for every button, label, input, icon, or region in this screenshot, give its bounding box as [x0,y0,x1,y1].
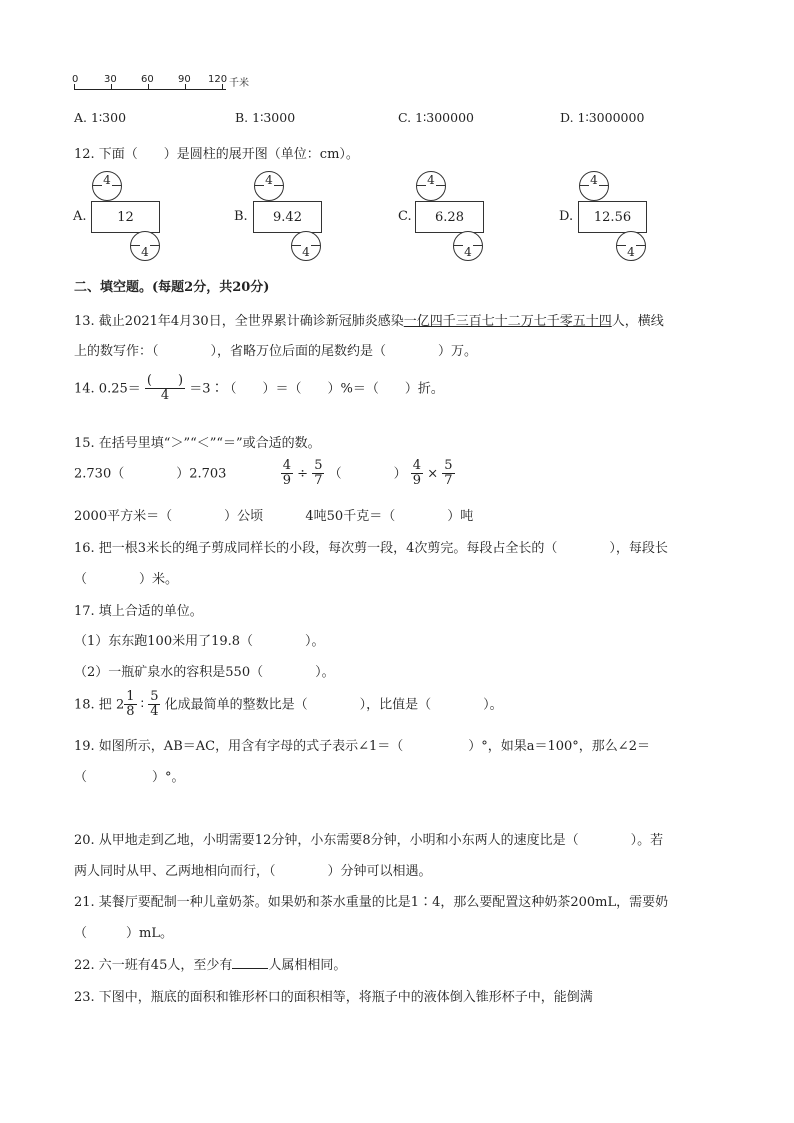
scale-label: 120 [208,74,228,85]
question-17-2: （2）一瓶矿泉水的容积是550（ ）。 [74,665,335,680]
question-17-1: （1）东东跑100米用了19.8（ ）。 [74,634,325,649]
question-20-line2: 两人同时从甲、乙两地相向而行，（ ）分钟可以相遇。 [74,864,432,879]
fraction: $\frac{5}{7}$ [444,458,453,489]
scale-unit: 千米 [229,78,249,89]
question-21-line2: （ ）mL。 [74,926,173,941]
question-17: 17. 填上合适的单位。 [74,604,203,619]
net-bottom-circle: 4 [291,231,321,261]
net-bottom-circle: 4 [453,231,483,261]
option-c-label: C. [398,209,412,224]
choice-b: B. 1∶3000 [235,110,296,125]
fraction: $\frac{1}{8}$ [126,689,135,720]
net-rectangle: 9.42 [253,201,322,233]
net-top-circle: 4 [254,171,284,201]
question-15: 15. 在括号里填“＞”“＜”“＝”或合适的数。 [74,436,321,451]
question-13: 13. 截止2021年4月30日，全世界累计确诊新冠肺炎感染一亿四千三百七十二万七千零五十四人，横线 [74,314,664,329]
net-top-circle: 4 [416,171,446,201]
choice-d: D. 1∶3000000 [560,110,645,125]
option-b-label: B. [234,209,248,224]
net-top-circle: 4 [92,171,122,201]
fraction: $\frac{5}{7}$ [314,458,323,489]
option-d-label: D. [559,209,574,224]
net-bottom-circle: 4 [616,231,646,261]
question-14: 14. 0.25＝ $\frac{( )}{4}$ ＝3∶（ ）＝（ ）%＝（ ）折。 [74,373,444,404]
underlined-number: 一亿四千三百七十二万七千零五十四 [403,314,612,329]
scale-label: 0 [72,74,79,85]
answer-blank[interactable] [232,968,268,969]
net-rectangle: 6.28 [415,201,484,233]
question-15-row1: 2.730（ ）2.703 $\frac{4}{9}$ ÷ $\frac{5}{7}$ （ ） $\frac{4}{9}$ × $\frac{5}{7}$ [74,458,453,489]
scale-label: 90 [178,74,191,85]
choice-c: C. 1∶300000 [398,110,474,125]
net-bottom-circle: 4 [130,231,160,261]
net-rectangle: 12.56 [578,201,647,233]
question-23: 23. 下图中，瓶底的面积和锥形杯口的面积相等，将瓶子中的液体倒入锥形杯子中，能倒满 [74,990,593,1005]
fraction: $\frac{5}{4}$ [150,689,159,720]
scale-label: 60 [141,74,154,85]
question-15-row2: 2000平方米＝（ ）公顷 4吨50千克＝（ ）吨 [74,509,474,524]
option-a-label: A. [73,209,87,224]
question-16-line2: （ ）米。 [74,572,179,587]
fraction: $\frac{4}{9}$ [412,458,422,489]
question-21: 21. 某餐厅要配制一种儿童奶茶。如果奶和茶水重量的比是1∶4，那么要配置这种奶茶200mL，需要奶 [74,895,669,910]
scale-label: 30 [104,74,117,85]
scale-line [74,89,226,90]
choice-a: A. 1∶300 [74,110,127,125]
fraction: $\frac{4}{9}$ [282,458,291,489]
question-22: 22. 六一班有45人，至少有 人属相相同。 [74,958,347,973]
section-heading: 二、填空题。(每题2分，共20分) [74,280,270,295]
question-18: 18. 把 2 $\frac{1}{8}$ ∶ $\frac{5}{4}$ 化成最简单的整数比是（ ），比值是（ ）。 [74,689,503,720]
fraction: $\frac{( )}{4}$ [146,373,184,404]
question-20: 20. 从甲地走到乙地，小明需要12分钟，小东需要8分钟，小明和小东两人的速度比是（ ）。若 [74,833,664,848]
question-13-line2: 上的数写作：（ ），省略万位后面的尾数约是（ ）万。 [74,344,478,359]
net-rectangle: 12 [91,201,160,233]
question-12: 12. 下面（ ）是圆柱的展开图（单位：cm）。 [74,147,359,162]
question-16: 16. 把一根3米长的绳子剪成同样长的小段，每次剪一段，4次剪完。每段占全长的（ ），每段长 [74,541,668,556]
question-19: 19. 如图所示，AB＝AC，用含有字母的式子表示∠1＝（ ）°，如果a＝100°，那么∠2＝ [74,739,650,754]
question-19-line2: （ ）°。 [74,770,185,785]
net-top-circle: 4 [579,171,609,201]
